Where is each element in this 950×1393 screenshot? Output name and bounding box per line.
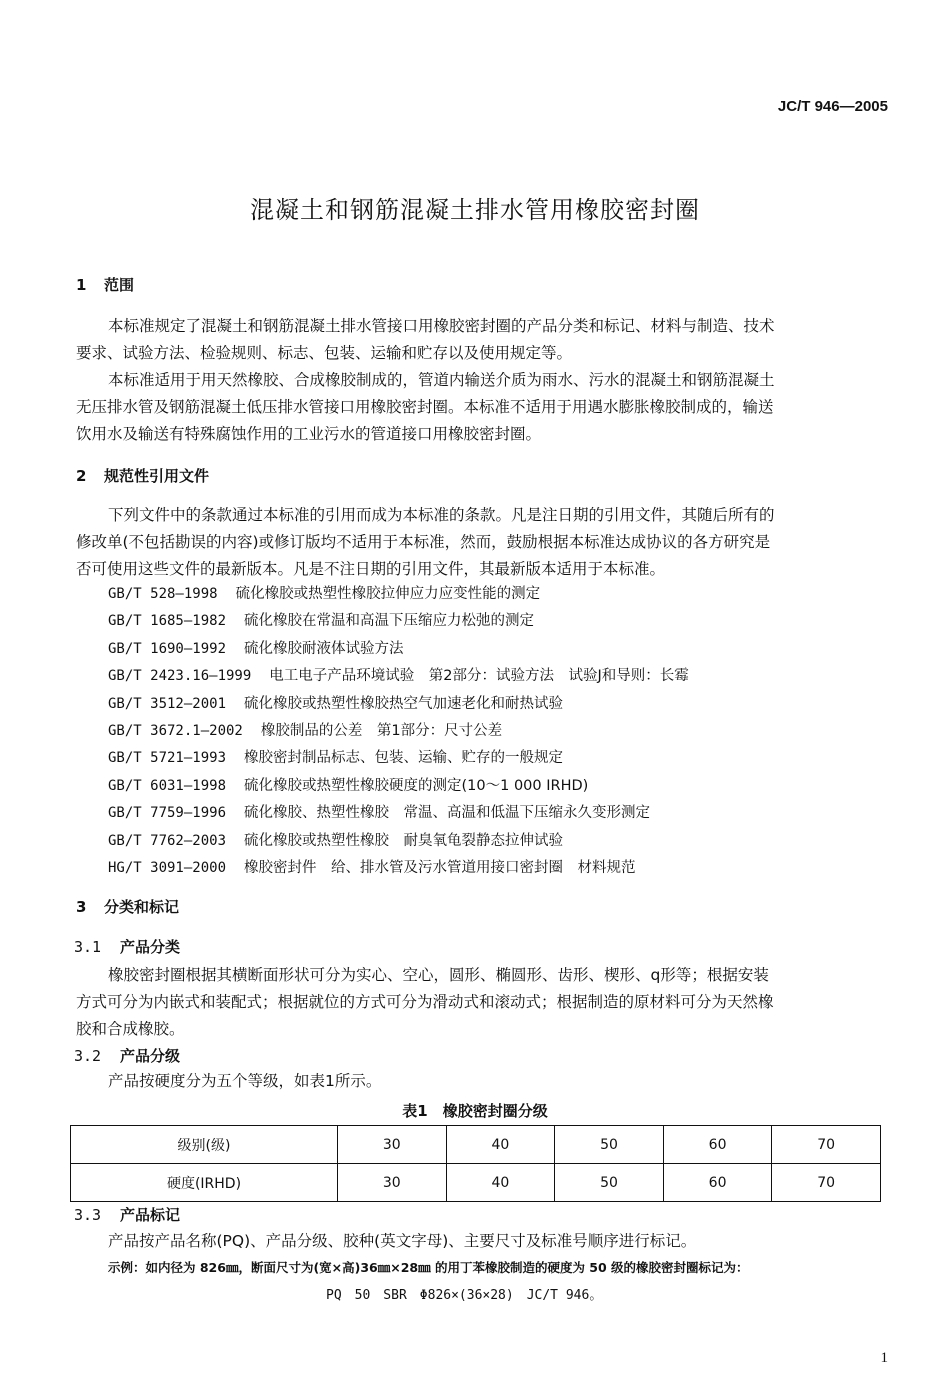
reference-list bbox=[108, 581, 689, 882]
table-cell: 70 bbox=[772, 1164, 881, 1202]
section-3-3-heading bbox=[74, 1204, 180, 1225]
reference-title: 电工电子产品环境试验 第2部分：试验方法 试验J和导则：长霉 bbox=[269, 668, 689, 685]
reference-title: 硫化橡胶在常温和高温下压缩应力松弛的测定 bbox=[244, 613, 535, 630]
table-cell: 40 bbox=[446, 1126, 555, 1164]
section-1-heading bbox=[76, 274, 134, 295]
reference-code: GB/T 1690—1992 bbox=[108, 640, 227, 657]
reference-item bbox=[108, 828, 689, 855]
row-label: 级别(级) bbox=[71, 1126, 338, 1164]
reference-title: 橡胶密封件 给、排水管及污水管道用接口密封圈 材料规范 bbox=[244, 860, 636, 877]
reference-item bbox=[108, 691, 689, 718]
reference-code: GB/T 2423.16—1999 bbox=[108, 668, 252, 685]
section-number: 2 bbox=[76, 467, 87, 485]
section-1-para-1 bbox=[76, 313, 888, 367]
para-line: 方式可分为内嵌式和装配式；根据就位的方式可分为滑动式和滚动式；根据制造的原材料可分为天然橡 bbox=[76, 993, 774, 1011]
reference-title: 硫化橡胶或热塑性橡胶拉伸应力应变性能的测定 bbox=[235, 586, 541, 602]
grade-table bbox=[70, 1125, 881, 1202]
section-3-2-para bbox=[108, 1068, 888, 1095]
reference-title: 橡胶密封制品标志、包装、运输、贮存的一般规定 bbox=[244, 750, 564, 767]
section-title: 分类和标记 bbox=[104, 898, 180, 916]
reference-code: GB/T 5721—1993 bbox=[108, 750, 227, 767]
para-line: 下列文件中的条款通过本标准的引用而成为本标准的条款。凡是注日期的引用文件，其随后所有的 bbox=[108, 506, 775, 524]
section-3-3-para bbox=[108, 1228, 888, 1255]
reference-title: 硫化橡胶或热塑性橡胶硬度的测定(10～1 000 IRHD) bbox=[244, 777, 589, 794]
reference-item bbox=[108, 581, 689, 608]
reference-title: 硫化橡胶耐液体试验方法 bbox=[244, 640, 404, 657]
para-line: 修改单(不包括勘误的内容)或修订版均不适用于本标准，然而，鼓励根据本标准达成协议的各方研究是 bbox=[76, 533, 771, 551]
para-line: 橡胶密封圈根据其横断面形状可分为实心、空心，圆形、椭圆形、齿形、楔形、q形等；根据安装 bbox=[108, 966, 769, 984]
reference-code: GB/T 3512—2001 bbox=[108, 695, 227, 712]
para-line: 否可使用这些文件的最新版本。凡是不注日期的引用文件，其最新版本适用于本标准。 bbox=[76, 560, 666, 578]
section-number: 1 bbox=[76, 276, 87, 294]
section-3-heading bbox=[76, 896, 179, 917]
marking-example: 示例：如内径为 826㎜，断面尺寸为(宽×高)36㎜×28㎜ 的用丁苯橡胶制造的硬度为 50 级的橡胶密封圈标记为： bbox=[108, 1260, 749, 1275]
subsection-number: 3.3 bbox=[74, 1206, 102, 1224]
reference-title: 橡胶制品的公差 第1部分：尺寸公差 bbox=[260, 723, 503, 740]
para-line: 要求、试验方法、检验规则、标志、包装、运输和贮存以及使用规定等。 bbox=[76, 344, 573, 362]
subsection-title: 产品分级 bbox=[120, 1047, 181, 1065]
table-cell: 60 bbox=[663, 1164, 772, 1202]
table-cell: 50 bbox=[555, 1126, 664, 1164]
table-row bbox=[71, 1164, 881, 1202]
page-number: 1 bbox=[880, 1350, 888, 1366]
subsection-number: 3.1 bbox=[74, 938, 102, 956]
document-title: 混凝土和钢筋混凝土排水管用橡胶密封圈 bbox=[250, 196, 700, 224]
table-cell: 30 bbox=[338, 1164, 447, 1202]
reference-item bbox=[108, 636, 689, 663]
para-line: 无压排水管及钢筋混凝土低压排水管接口用橡胶密封圈。本标准不适用于用遇水膨胀橡胶制成的，输送 bbox=[76, 398, 774, 416]
para-line: 本标准规定了混凝土和钢筋混凝土排水管接口用橡胶密封圈的产品分类和标记、材料与制造、技术 bbox=[108, 317, 775, 335]
table-row bbox=[71, 1126, 881, 1164]
reference-code: GB/T 7762—2003 bbox=[108, 832, 227, 849]
reference-item bbox=[108, 745, 689, 772]
row-label: 硬度(IRHD) bbox=[71, 1164, 338, 1202]
subsection-title: 产品标记 bbox=[120, 1206, 181, 1224]
reference-code: GB/T 3672.1—2002 bbox=[108, 723, 243, 740]
subsection-number: 3.2 bbox=[74, 1047, 102, 1065]
para-line: 胶和合成橡胶。 bbox=[76, 1020, 185, 1038]
table-caption: 表1 橡胶密封圈分级 bbox=[402, 1102, 548, 1120]
reference-code: GB/T 7759—1996 bbox=[108, 805, 227, 822]
para-line: 本标准适用于用天然橡胶、合成橡胶制成的，管道内输送介质为雨水、污水的混凝土和钢筋混凝土 bbox=[108, 371, 775, 389]
section-2-heading bbox=[76, 465, 209, 486]
reference-item bbox=[108, 855, 689, 882]
reference-code: GB/T 6031—1998 bbox=[108, 777, 227, 794]
section-3-2-heading bbox=[74, 1045, 180, 1066]
para-line: 产品按产品名称(PQ)、产品分级、胶种(英文字母)、主要尺寸及标准号顺序进行标记。 bbox=[108, 1232, 697, 1250]
reference-code: HG/T 3091—2000 bbox=[108, 860, 227, 877]
table-cell: 70 bbox=[772, 1126, 881, 1164]
section-1-para-2 bbox=[76, 367, 888, 448]
reference-item bbox=[108, 800, 689, 827]
reference-item bbox=[108, 608, 689, 635]
table-cell: 50 bbox=[555, 1164, 664, 1202]
para-line: 饮用水及输送有特殊腐蚀作用的工业污水的管道接口用橡胶密封圈。 bbox=[76, 425, 542, 443]
section-3-1-heading bbox=[74, 936, 180, 957]
reference-item bbox=[108, 718, 689, 745]
section-title: 规范性引用文件 bbox=[104, 467, 210, 485]
reference-title: 硫化橡胶或热塑性橡胶热空气加速老化和耐热试验 bbox=[244, 695, 564, 712]
reference-item bbox=[108, 773, 689, 800]
reference-code: GB/T 1685—1982 bbox=[108, 613, 227, 630]
reference-item bbox=[108, 663, 689, 690]
reference-title: 硫化橡胶、热塑性橡胶 常温、高温和低温下压缩永久变形测定 bbox=[244, 805, 651, 822]
standard-code: JC/T 946—2005 bbox=[777, 98, 888, 115]
section-3-1-para bbox=[76, 962, 888, 1043]
subsection-title: 产品分类 bbox=[120, 938, 181, 956]
reference-title: 硫化橡胶或热塑性橡胶 耐臭氧龟裂静态拉伸试验 bbox=[244, 832, 564, 849]
table-cell: 40 bbox=[446, 1164, 555, 1202]
para-line: 产品按硬度分为五个等级，如表1所示。 bbox=[108, 1072, 382, 1090]
section-number: 3 bbox=[76, 898, 87, 916]
marking-code: PQ 50 SBR Φ826×(36×28) JC/T 946。 bbox=[326, 1288, 603, 1303]
reference-code: GB/T 528—1998 bbox=[108, 586, 218, 602]
table-cell: 60 bbox=[663, 1126, 772, 1164]
section-2-para bbox=[76, 502, 888, 583]
table-cell: 30 bbox=[338, 1126, 447, 1164]
section-title: 范围 bbox=[104, 276, 135, 294]
